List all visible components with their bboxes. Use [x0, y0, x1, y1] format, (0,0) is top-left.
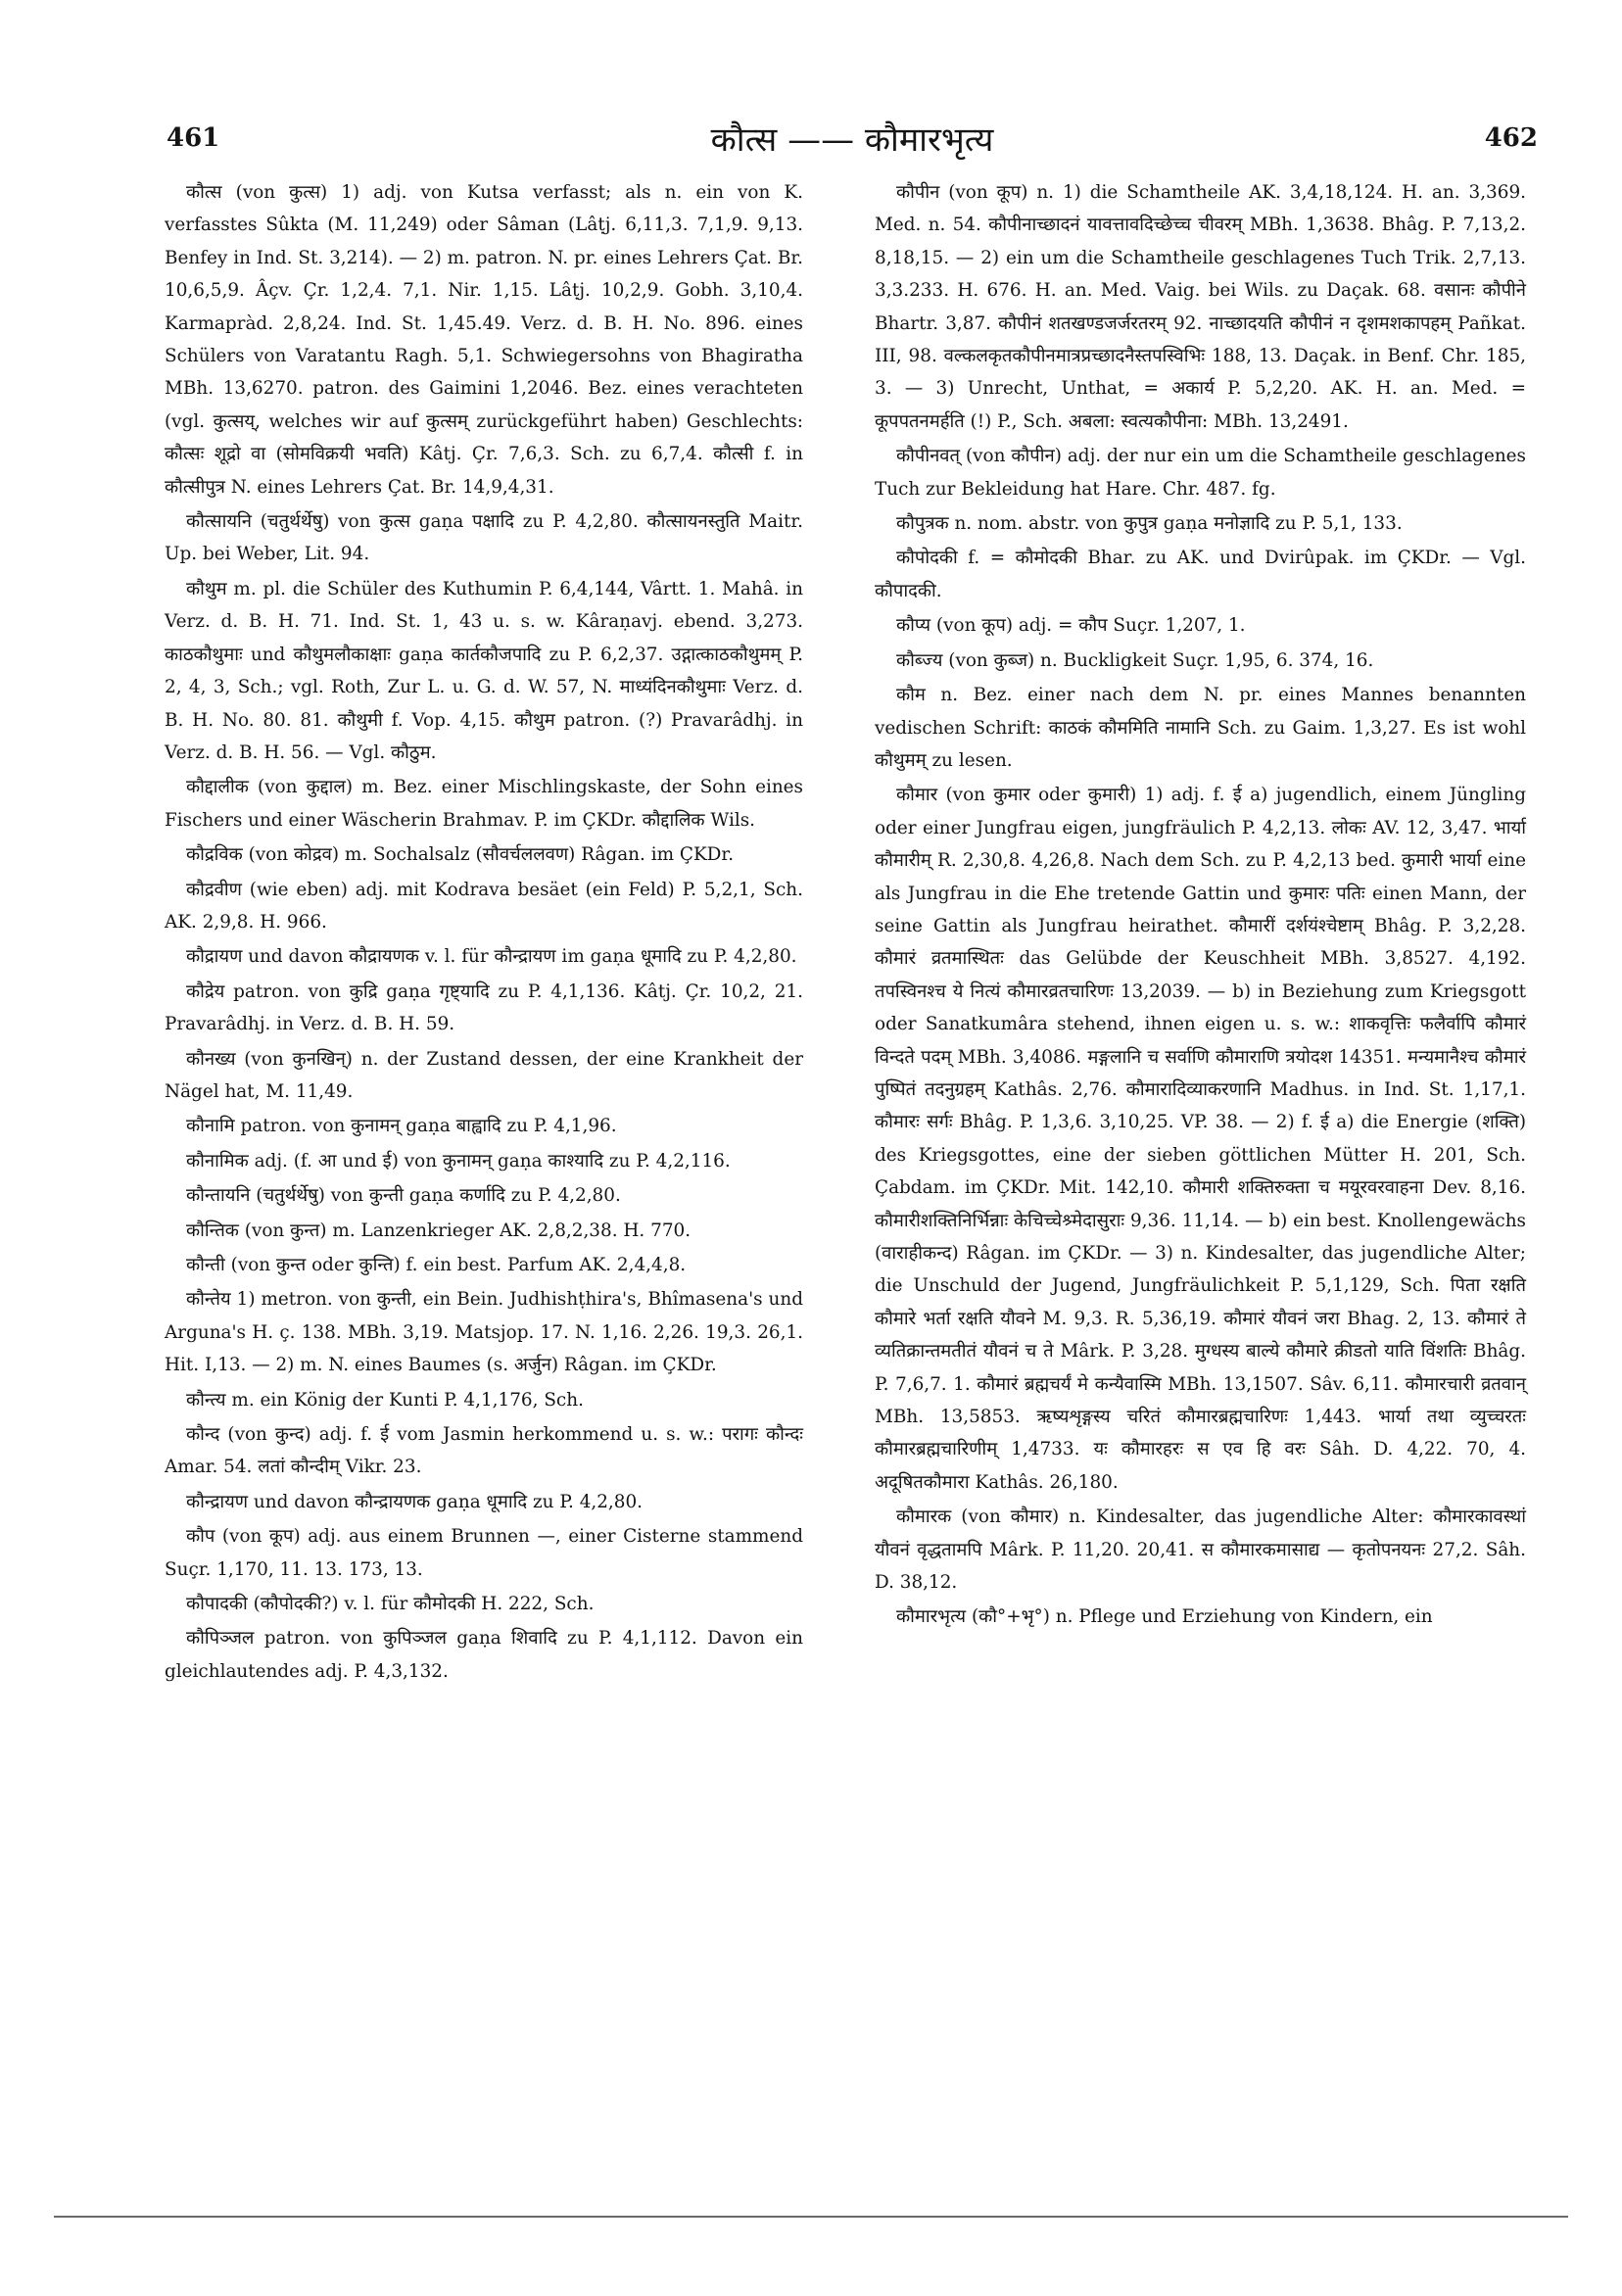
dictionary-entry: कौप्य (von कूप) adj. = कौप Suçr. 1,207, 1. [896, 615, 1246, 637]
dictionary-entry: कौन्द्रायण und davon कौन्द्रायणक gaṇa धूमादि zu P. 4,2,80. [186, 1491, 644, 1512]
running-title: कौत्स —— कौमारभृत्य [710, 120, 994, 160]
dictionary-entry: कौन्ती (von कुन्त oder कुन्ति) f. ein best. Parfum AK. 2,4,4,8. [186, 1255, 687, 1275]
page-header [167, 116, 1538, 165]
dictionary-entry: कौमार (von कुमार oder कुमारी) 1) adj. f. ई a) jugendlich, einem Jüngling oder einer Jungfrau eigen, jungfräulich P. 4,2,13. लोकः AV. 12, 3,47. भार्या कौमारीम् R. 2,30,8. 4,26,8. Nach dem Sch. zu P. 4,2,13 bed. कुमारी भार्या eine als Jungfrau in die Ehe tretende Gattin und कुमारः पतिः einen Mann, der seine Gattin als Jungfrau heirathet. कौमारीं दर्शयंश्चेष्टाम् Bhâg. P. 3,2,28. कौमारं व्रतमास्थितः das Gelübde der Keuschheit MBh. 3,8527. 4,192. तपस्विनश्च ये नित्यं कौमारव्रतचारिणः 13,2039. — b) in Beziehung zum Kriegsgott oder Sanatkumâra stehend, ihnen eigen u. s. w.: शाकवृत्तिः फलैर्वापि कौमारं विन्दते पदम् MBh. 3,4086. मङ्गलानि च सर्वाणि कौमाराणि त्रयोदश 14351. मन्यमानैश्च कौमारं पुष्पितं तदनुग्रहम् Kathâs. 2,76. कौमारादिव्याकरणानि Madhus. in Ind. St. 1,17,1. कौमारः सर्गः Bhâg. P. 1,3,6. 3,10,25. VP. 38. — 2) f. ई a) die Energie (शक्ति) des Kriegsgottes, eine der sieben göttlichen Mütter H. 201, Sch. Çabdam. im ÇKDr. Mit. 142,10. कौमारी शक्तिरुक्ता च मयूरवरवाहना Dev. 8,16. कौमारीशक्तिनिर्भिन्नाः केचिच्चेश्र्मेदासुराः 9,36. 11,14. — b) ein best. Knollengewächs (वाराहीकन्द) Râgan. im ÇKDr. — 3) n. Kindesalter, das jugendliche Alter; die Unschuld der Jugend, Jungfräulichkeit P. 5,1,129, Sch. पिता रक्षति कौमारे भर्ता रक्षति यौवने M. 9,3. R. 5,36,19. कौमारं यौवनं जरा Bhag. 2, 13. कौमारं ते व्यतिक्रान्तमतीतं यौवनं च ते Mârk. P. 3,28. मुग्धस्य बाल्ये कौमारे क्रीडतो याति विंशतिः Bhâg. P. 7,6,7. 1. कौमारं ब्रह्मचर्यं मे कन्यैवास्मि MBh. 13,1507. Sâv. 6,11. कौमारचारी व्रतवान् MBh. 13,5853. ऋष्यशृङ्गस्य चरितं कौमारब्रह्मचारिणः 1,443. भार्या तथा व्युच्चरतः कौमारब्रह्मचारिणीम् 1,4733. यः कौमारहरः स एव हि वरः Sâh. D. 4,22. 70, 4. अदूषितकौमारा Kathâs. 26,180. [875, 785, 1526, 1493]
dictionary-entry: कौत्सायनि (चतुर्थर्थेषु) von कुत्स gaṇa पक्षादि zu P. 4,2,80. कौत्सायनस्तुति Maitr. Up. bei Weber, Lit. 94. [165, 511, 803, 565]
dictionary-entry: कौप (von कूप) adj. aus einem Brunnen —, einer Cisterne stammend Suçr. 1,170, 11. 13. 173, 13. [165, 1526, 803, 1580]
dictionary-entry: कौपुत्रक n. nom. abstr. von कुपुत्र gaṇa मनोज्ञादि zu P. 5,1, 133. [896, 513, 1403, 535]
dictionary-entry: कौद्रवीण (wie eben) adj. mit Kodrava besäet (ein Feld) P. 5,2,1, Sch. AK. 2,9,8. H. 966. [165, 879, 803, 933]
left-page-number: 461 [167, 123, 220, 153]
dictionary-entry: कौद्दालीक (von कुद्दाल) m. Bez. einer Mischlingskaste, der Sohn eines Fischers und einer Wäscherin Brahmav. P. im ÇKDr. कौद्दालिक Wils. [165, 777, 803, 831]
dictionary-entry: कौपीन (von कूप) n. 1) die Schamtheile AK. 3,4,18,124. H. an. 3,369. Med. n. 54. कौपीनाच्छादनं यावत्तावदिच्छेच्च चीवरम् MBh. 1,3638. Bhâg. P. 7,13,2. 8,18,15. — 2) ein um die Schamtheile geschlagenes Tuch Trik. 2,7,13. 3,3.233. H. 676. H. an. Med. Vaig. bei Wils. zu Daçak. 68. वसानः कौपीने Bhartr. 3,87. कौपीनं शतखण्डजर्जरतरम् 92. नाच्छादयति कौपीनं न दृशमशकापहम् Pañkat. III, 98. वल्कलकृतकौपीनमात्रप्रच्छादनैस्तपस्विभिः 188, 13. Daçak. in Benf. Chr. 185, 3. — 3) Unrecht, Unthat, = अकार्य P. 5,2,20. AK. H. an. Med. = कूपपतनमर्हति (!) P., Sch. अबला: स्वत्यकौपीना: MBh. 13,2491. [875, 182, 1526, 432]
dictionary-entry: कौपादकी (कौपोदकी?) v. l. für कौमोदकी H. 222, Sch. [186, 1594, 595, 1615]
dictionary-entry: कौथुम m. pl. die Schüler des Kuthumin P. 6,4,144, Vârtt. 1. Mahâ. in Verz. d. B. H. 71. Ind. St. 1, 43 u. s. w. Kâraṇavj. ebend. 3,273. काठकौथुमाः und कौथुमलौकाक्षाः gaṇa कार्तकौजपादि zu P. 6,2,37. उद्गात्काठकौथुमम् P. 2, 4, 3, Sch.; vgl. Roth, Zur L. u. G. d. W. 57, N. माध्यंदिनकौथुमाः Verz. d. B. H. No. 80. 81. कौथुमी f. Vop. 4,15. कौथुम patron. (?) Pravarâdhj. in Verz. d. B. H. 56. — Vgl. कौठुम. [165, 578, 803, 763]
dictionary-entry: कौन्द (von कुन्द) adj. f. ई vom Jasmin herkommend u. s. w.: परागः कौन्दः Amar. 54. लतां कौन्दीम् Vikr. 23. [165, 1424, 803, 1478]
left-column [165, 176, 803, 1690]
dictionary-entry: कौनामिक adj. (f. आ und ई) von कुनामन् gaṇa काश्यादि zu P. 4,2,116. [186, 1150, 731, 1172]
dictionary-entry: कौनामि patron. von कुनामन् gaṇa बाह्वादि zu P. 4,1,96. [186, 1116, 617, 1137]
right-column [875, 176, 1526, 1636]
dictionary-entry: कौपिञ्जल patron. von कुपिञ्जल gaṇa शिवादि zu P. 4,1,112. Davon ein gleichlautendes adj. P. 4,3,132. [165, 1628, 803, 1682]
footer-rule [54, 2216, 1568, 2218]
dictionary-entry: कौमारक (von कौमार) n. Kindesalter, das jugendliche Alter: कौमारकावस्थां यौवनं वृद्धतामपि Mârk. P. 11,20. 20,41. स कौमारकमासाद्य — कृतोपनयनः 27,2. Sâh. D. 38,12. [875, 1507, 1526, 1594]
dictionary-entry: कौन्तेय 1) metron. von कुन्ती, ein Bein. Judhishṭhira's, Bhîmasena's und Arguna's H. ç. 138. MBh. 3,19. Matsjop. 17. N. 1,16. 2,26. 19,3. 26,1. Hit. I,13. — 2) m. N. eines Baumes (s. अर्जुन) Râgan. im ÇKDr. [165, 1289, 803, 1376]
dictionary-entry: कौन्तायनि (चतुर्थर्थेषु) von कुन्ती gaṇa कर्णादि zu P. 4,2,80. [186, 1185, 621, 1207]
dictionary-entry: कौद्रविक (von कोद्रव) m. Sochalsalz (सौवर्चललवण) Râgan. im ÇKDr. [186, 844, 735, 866]
dictionary-entry: कौद्रेय patron. von कुद्रि gaṇa गृष्ट्यादि zu P. 4,1,136. Kâtj. Çr. 10,2, 21. Pravarâdhj. in Verz. d. B. H. 59. [165, 981, 803, 1035]
dictionary-entry: कौब्ज्य (von कुब्ज) n. Buckligkeit Suçr. 1,95, 6. 374, 16. [896, 649, 1374, 671]
dictionary-entry: कौपोदकी f. = कौमोदकी Bhar. zu AK. und Dvirûpak. im ÇKDr. — Vgl. कौपादकी. [875, 548, 1526, 601]
dictionary-entry: कौन्त्य m. ein König der Kunti P. 4,1,176, Sch. [186, 1389, 584, 1411]
dictionary-entry: कौमारभृत्य (कौ°+भृ°) n. Pflege und Erziehung von Kindern, ein [896, 1606, 1433, 1628]
right-page-number: 462 [1484, 123, 1538, 153]
dictionary-entry: कौद्रायण und davon कौद्रायणक v. l. für कौन्द्रायण im gaṇa धूमादि zu P. 4,2,80. [186, 946, 797, 968]
dictionary-entry: कौत्स (von कुत्स) 1) adj. von Kutsa verfasst; als n. ein von K. verfasstes Sûkta (M. 11,249) oder Sâman (Lâṭj. 6,11,3. 7,1,9. 9,13. Benfey in Ind. St. 3,214). — 2) m. patron. N. pr. eines Lehrers Çat. Br. 10,6,5,9. Âçv. Çr. 1,2,4. 7,1. Nir. 1,15. Lâṭj. 10,2,9. Gobh. 3,10,4. Karmapràd. 2,8,24. Ind. St. 1,45.49. Verz. d. B. H. No. 896. eines Schülers von Varatantu Ragh. 5,1. Schwiegersohns von Bhagiratha MBh. 13,6270. patron. des Gaimini 1,2046. Bez. eines verachteten (vgl. कुत्सय्, welches wir auf कुत्सम् zurückgeführt haben) Geschlechts: कौत्सः शूद्रो वा (सोमविक्रयी भवति) Kâtj. Çr. 7,6,3. Sch. zu 6,7,4. कौत्सी f. in कौत्सीपुत्र N. eines Lehrers Çat. Br. 14,9,4,31. [165, 182, 803, 498]
dictionary-entry: कौनख्य (von कुनखिन्) n. der Zustand dessen, der eine Krankheit der Nägel hat, M. 11,49. [165, 1048, 803, 1102]
dictionary-entry: कौन्तिक (von कुन्त) m. Lanzenkrieger AK. 2,8,2,38. H. 770. [186, 1220, 692, 1241]
dictionary-entry: कौपीनवत् (von कौपीन) adj. der nur ein um die Schamtheile geschlagenes Tuch zur Bekleidung hat Hare. Chr. 487. fg. [875, 446, 1526, 500]
dictionary-entry: कौम n. Bez. einer nach dem N. pr. eines Mannes benannten vedischen Schrift: काठकं कौममिति नामानि Sch. zu Gaim. 1,3,27. Es ist wohl कौथुमम् zu lesen. [875, 685, 1526, 771]
